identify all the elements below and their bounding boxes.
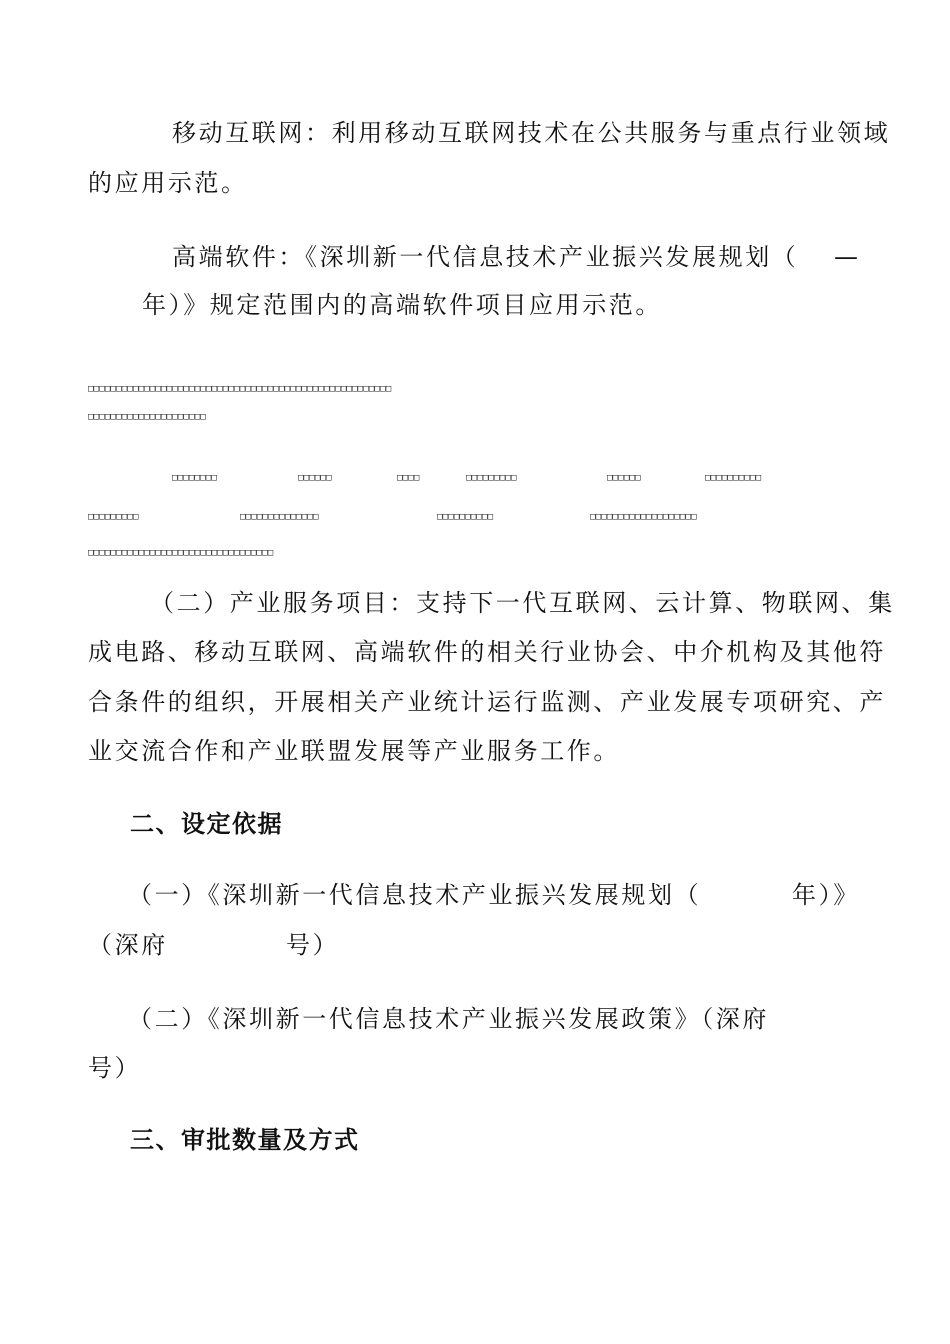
paragraph-industry-service-line3: 合条件的组织，开展相关产业统计运行监测、产业发展专项研究、产 (88, 688, 886, 716)
garbled-text-segment: □□□□□□□□□□□□□□ (240, 512, 319, 522)
basis-item1-line1: （一）《深圳新一代信息技术产业振兴发展规划（ (128, 881, 702, 909)
basis-item1-line2-right: 号） (286, 931, 340, 959)
paragraph-mobile-internet-line1: 移动互联网：利用移动互联网技术在公共服务与重点行业领域 (172, 119, 891, 147)
garbled-text-segment: □□□□□□□□□ (88, 512, 139, 522)
paragraph-industry-service-line1: （二）产业服务项目：支持下一代互联网、云计算、物联网、集 (150, 589, 895, 617)
section-heading-basis: 二、设定依据 (130, 810, 283, 838)
garbled-text-line: □□□□□□□□□□□□□□□□□□□□□ (88, 412, 206, 422)
section-heading-approval: 三、审批数量及方式 (130, 1126, 360, 1154)
paragraph-mobile-internet-line2: 的应用示范。 (88, 169, 248, 197)
garbled-text-line: □□□□□□□□□□□□□□□□□□□□□□□□□□□□□□□□□ (88, 548, 274, 558)
garbled-text-segment: □□□□□□□□□ (466, 473, 517, 483)
paragraph-software-line2: 年）》规定范围内的高端软件项目应用示范。 (142, 291, 662, 319)
basis-item1-line2-left: （深府 (88, 931, 168, 959)
garbled-text-segment: □□□□□□□□□□□□□□□□□□□ (590, 512, 697, 522)
basis-item2-line1: （二）《深圳新一代信息技术产业振兴发展政策》（深府 (128, 1005, 769, 1033)
garbled-text-segment: □□□□□□□□□□ (705, 473, 762, 483)
paragraph-software-line1: 高端软件：《深圳新一代信息技术产业振兴发展规划（ (172, 243, 799, 271)
basis-item2-line2: 号） (88, 1054, 142, 1082)
garbled-text-segment: □□□□ (397, 473, 420, 483)
paragraph-industry-service-line2: 成电路、移动互联网、高端软件的相关行业协会、中介机构及其他符 (88, 638, 886, 666)
garbled-text-segment: □□□□□□ (607, 473, 641, 483)
garbled-text-line: □□□□□□□□□□□□□□□□□□□□□□□□□□□□□□□□□□□□□□□□□□□□□□□□□□□□□□ (88, 384, 392, 394)
garbled-text-segment: □□□□□□ (298, 473, 332, 483)
paragraph-industry-service-line4: 业交流合作和产业联盟发展等产业服务工作。 (88, 737, 620, 765)
paragraph-software-dash: — (834, 243, 861, 271)
basis-item1-year: 年）》 (792, 881, 860, 909)
garbled-text-segment: □□□□□□□□ (172, 473, 217, 483)
garbled-text-segment: □□□□□□□□□□ (437, 512, 494, 522)
